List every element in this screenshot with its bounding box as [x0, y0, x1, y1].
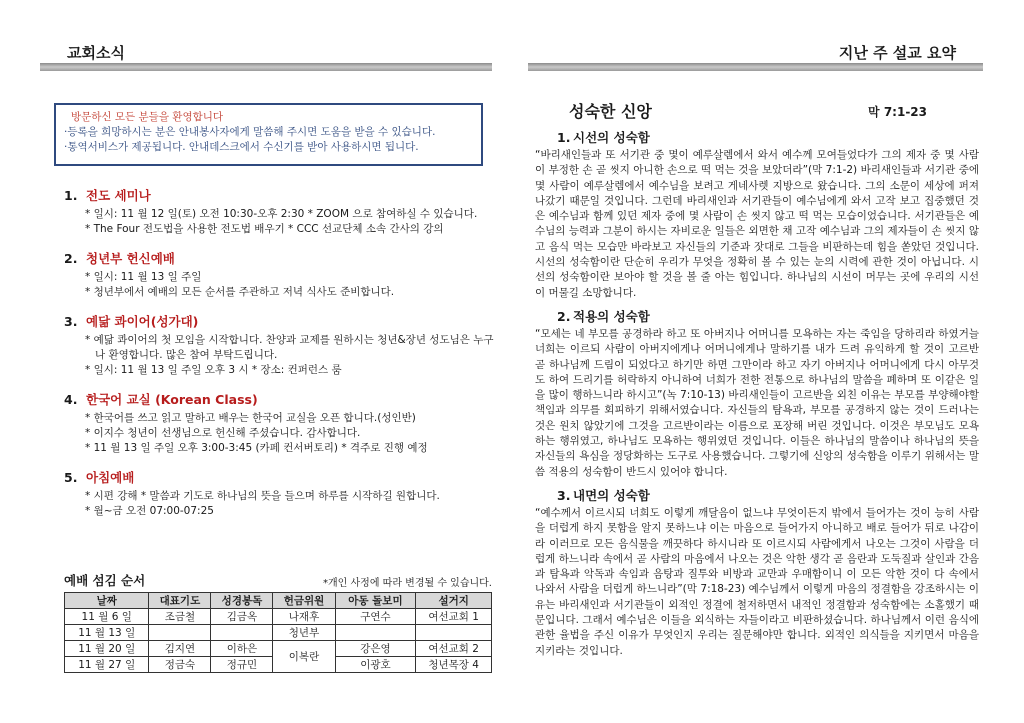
table-cell: 이복란	[273, 641, 335, 673]
welcome-title: 방문하신 모든 분들을 환영합니다	[71, 111, 224, 123]
table-cell: 여선교회 2	[416, 641, 492, 657]
point-title-text: 내면의 성숙함	[573, 487, 650, 503]
left-page-title: 교회소식	[67, 44, 125, 62]
sermon-point-body: “예수께서 이르시되 너희도 이렇게 깨달음이 없느냐 무엇이든지 밖에서 들어가는 것이 능히 사람을 더럽게 하지 못함을 알지 못하느냐 이는 마음으로 들어가지 아니하고 배로 들어가 뒤로 나감이라 이러므로 모든 음식물을 깨끗하다 하시니라 또 이르시되 사람에게서 나오는 그것이 사람을 더럽게 하느니라 속에서 곧 사람의 마음에서 나오는 것은 악한 생각 곧 음란과 도둑질과 살인과 간음과 탐욕과 악독과 속임과 음탕과 질투와 비방과 교만과 우매함이니 이 모든 악한 것이 다 속에서 나와서 사람을 더럽게 하느니라”(막 7:18-23) 예수님께서 이렇게 마음의 정결함을 강조하시는 이유는 바리새인과 서기관들이 외적인 정결에 철저하면서 내적인 정결함과 성숙함에는 소홀했기 때문입니다. 그래서 예수님은 이들을 외식하는 자들이라고 비판하셨습니다. 하나님께서 이런 음식에 관한 율법을 주신 이유가 무엇인지 우리는 질문해야만 합니다. 외적인 의식들을 지키면서 마음을 지키라는 것입니다.	[535, 506, 979, 657]
duty-table-header	[64, 571, 492, 589]
column-header: 대표기도	[149, 593, 211, 609]
right-page-title: 지난 주 설교 요약	[838, 44, 956, 62]
announcement-title	[64, 186, 494, 204]
section-title-text: 예닮 콰이어(성가대)	[86, 314, 199, 329]
section-title-text: 한국어 교실 (Korean Class)	[86, 392, 258, 407]
table-cell: 정금숙	[149, 657, 211, 673]
section-title-text: 청년부 헌신예배	[86, 251, 175, 266]
table-cell: 김금옥	[211, 609, 273, 625]
column-header: 성경봉독	[211, 593, 273, 609]
table-cell: 청년목장 4	[416, 657, 492, 673]
table-cell: 구연수	[335, 609, 416, 625]
table-row	[65, 625, 492, 641]
announcement-section	[64, 186, 494, 237]
welcome-line: ·통역서비스가 제공됩니다. 안내데스크에서 수신기를 받아 사용하시면 됩니다.	[64, 141, 419, 153]
duty-table-note: *개인 사정에 따라 변경될 수 있습니다.	[323, 578, 492, 589]
point-title-text: 적용의 성숙함	[573, 308, 650, 324]
table-cell: 11 월 6 일	[65, 609, 149, 625]
table-cell	[211, 625, 273, 641]
section-title-text: 전도 세미나	[86, 188, 151, 203]
announcement-item: * The Four 전도법을 사용한 전도법 배우기 * CCC 선교단체 소속 간사의 강의	[85, 223, 444, 235]
welcome-line: ·등록을 희망하시는 분은 안내봉사자에게 말씀해 주시면 도움을 받을 수 있습니다.	[64, 126, 436, 138]
table-cell: 강은영	[335, 641, 416, 657]
announcement-item: * 11 월 13 일 주일 오후 3:00-3:45 (카페 컨서버토리) * 격주로 진행 예정	[85, 442, 428, 454]
announcement-section	[64, 312, 494, 378]
announcement-item: * 일시: 11 월 13 일 주일	[85, 271, 202, 283]
duty-table-title: 예배 섬김 순서	[64, 573, 146, 588]
announcements	[64, 186, 494, 531]
table-cell	[335, 625, 416, 641]
announcement-title	[64, 468, 494, 486]
sermon-point-title	[557, 128, 979, 146]
announcement-title	[64, 312, 494, 330]
announcement-section	[64, 249, 494, 300]
table-cell	[416, 625, 492, 641]
table-cell: 조금철	[149, 609, 211, 625]
announcement-title	[64, 390, 494, 408]
sermon-title: 성숙한 신앙	[569, 102, 652, 121]
table-cell: 정규민	[211, 657, 273, 673]
section-title-text: 아침예배	[86, 470, 135, 485]
point-number: 2.	[557, 308, 571, 324]
sermon-summary	[535, 99, 979, 659]
announcement-item: * 월~금 오전 07:00-07:25	[85, 505, 214, 517]
table-cell: 11 월 20 일	[65, 641, 149, 657]
table-cell: 여선교회 1	[416, 609, 492, 625]
duty-table	[64, 592, 492, 673]
scripture-reference: 막 7:1-23	[868, 105, 927, 119]
table-cell: 나재후	[273, 609, 335, 625]
section-number: 4.	[64, 392, 78, 407]
sermon-point-body: “모세는 네 부모를 공경하라 하고 또 아버지나 어머니를 모욕하는 자는 죽임을 당하리라 하였거늘 너희는 이르되 사람이 아버지에게나 어머니에게나 말하기를 내가 드려 유익하게 할 것이 고르반 곧 하나님께 드림이 되었다고 하기만 하면 그만이라 하고 자기 아버지나 어머니에게 다시 아무것도 하여 드리기를 허락하지 아니하여 너희가 전한 전통으로 하나님의 말씀을 폐하며 또 이같은 일을 많이 행하느니라 하시고”(녹 7:10-13) 바리새인들이 고르반을 외친 이유는 부모를 부양해야할 책임과 의무를 회피하기 위해서였습니다. 자신들의 탐욕과, 부모를 공경하지 않는 것이 드러나는 것은 원치 않았기에 그것을 고르반이라는 이름으로 포장해 버린 것입니다. 이것은 부모님도 모욕하는 행위였고, 하나님도 모욕하는 행위였던 것입니다. 이들은 하나님의 말씀이나 하나님의 뜻을 자신들의 욕심을 정당화하는 도구로 사용했습니다. 그렇기에 신앙의 성숙함을 이루기 위해서는 말씀 적용의 성숙함이 반드시 있어야 합니다.	[535, 327, 979, 478]
table-row	[65, 609, 492, 625]
announcement-item: * 시편 강해 * 말씀과 기도로 하나님의 뜻을 들으며 하루를 시작하길 원합니다.	[85, 490, 440, 502]
sermon-point-body: “바리새인들과 또 서기관 중 몇이 예루살렘에서 와서 예수께 모여들었다가 그의 제자 중 몇 사람이 부정한 손 곧 씻지 아니한 손으로 떡 먹는 것을 보았더라”(막 7:1-2) 바리새인들과 서기관 중에 몇 사람이 예루살렘에서 예수님을 보려고 게네사렛 지방으로 왔습니다. 그의 소문이 세상에 퍼져 나갔기 때문일 것입니다. 그런데 바리새인과 서기관들이 예수님에게 와서 고작 보고 집중했던 것은 예수님과 함께 있던 제자 중에 몇 사람이 손 씻지 않고 떡 먹는 모습이었습니다. 서기관들은 예수님의 능력과 그분이 하시는 자비로운 일들은 외면한 채 고작 예수님과 그의 제자들이 손 씻지 않고 음식 먹는 모습만 바라보고 자신들의 기준과 잣대로 그들을 비판하는데 힘을 쏟았던 것입니다. 시선의 성숙함이란 단순히 우리가 무엇을 정확히 볼 수 있는 눈의 시력에 관한 것이 아닙니다. 시선의 성숙함이란 보아야 할 것을 볼 줄 아는 힘입니다. 하나님의 시선이 머무는 곳에 우리의 시선이 머물길 소망합니다.	[535, 149, 979, 299]
announcement-title	[64, 249, 494, 267]
announcement-item: * 이지수 청년이 선생님으로 헌신해 주셨습니다. 감사합니다.	[85, 427, 361, 439]
table-cell: 이하은	[211, 641, 273, 657]
table-cell: 11 월 13 일	[65, 625, 149, 641]
column-header: 헌금위원	[273, 593, 335, 609]
announcement-item: * 한국어를 쓰고 읽고 말하고 배우는 한국어 교실을 오픈 합니다.(성인반)	[85, 412, 416, 424]
announcement-item: * 예닮 콰이어의 첫 모임을 시작합니다. 찬양과 교제를 원하시는 청년&장년 성도님은 누구나 환영합니다. 많은 참여 부탁드립니다.	[85, 334, 494, 361]
announcement-section	[64, 468, 494, 519]
column-header: 날짜	[65, 593, 149, 609]
section-number: 5.	[64, 470, 78, 485]
table-row	[65, 641, 492, 657]
table-header-row	[65, 593, 492, 609]
welcome-box	[54, 103, 483, 166]
section-number: 1.	[64, 188, 78, 203]
table-cell: 이광호	[335, 657, 416, 673]
announcement-item: * 청년부에서 예배의 모든 순서를 주관하고 저녁 식사도 준비합니다.	[85, 286, 395, 298]
sermon-point-title	[557, 307, 979, 325]
left-header-divider	[40, 63, 492, 71]
column-header: 아동 돌보미	[335, 593, 416, 609]
right-header-divider	[528, 63, 983, 71]
section-number: 2.	[64, 251, 78, 266]
table-cell: 11 월 27 일	[65, 657, 149, 673]
point-number: 1.	[557, 130, 571, 145]
table-cell	[149, 625, 211, 641]
point-title-text: 시선의 성숙함	[573, 130, 650, 145]
column-header: 설거지	[416, 593, 492, 609]
duty-schedule	[64, 571, 492, 673]
announcement-section	[64, 390, 494, 456]
announcement-item: * 일시: 11 월 12 일(토) 오전 10:30-오후 2:30 * ZOOM 으로 참여하실 수 있습니다.	[85, 208, 478, 220]
announcement-item: * 일시: 11 월 13 일 주일 오후 3 시 * 장소: 컨퍼런스 룸	[85, 364, 342, 376]
point-number: 3.	[557, 487, 571, 503]
table-cell: 김지연	[149, 641, 211, 657]
section-number: 3.	[64, 314, 78, 329]
table-cell: 청년부	[273, 625, 335, 641]
sermon-point-title	[557, 486, 979, 504]
